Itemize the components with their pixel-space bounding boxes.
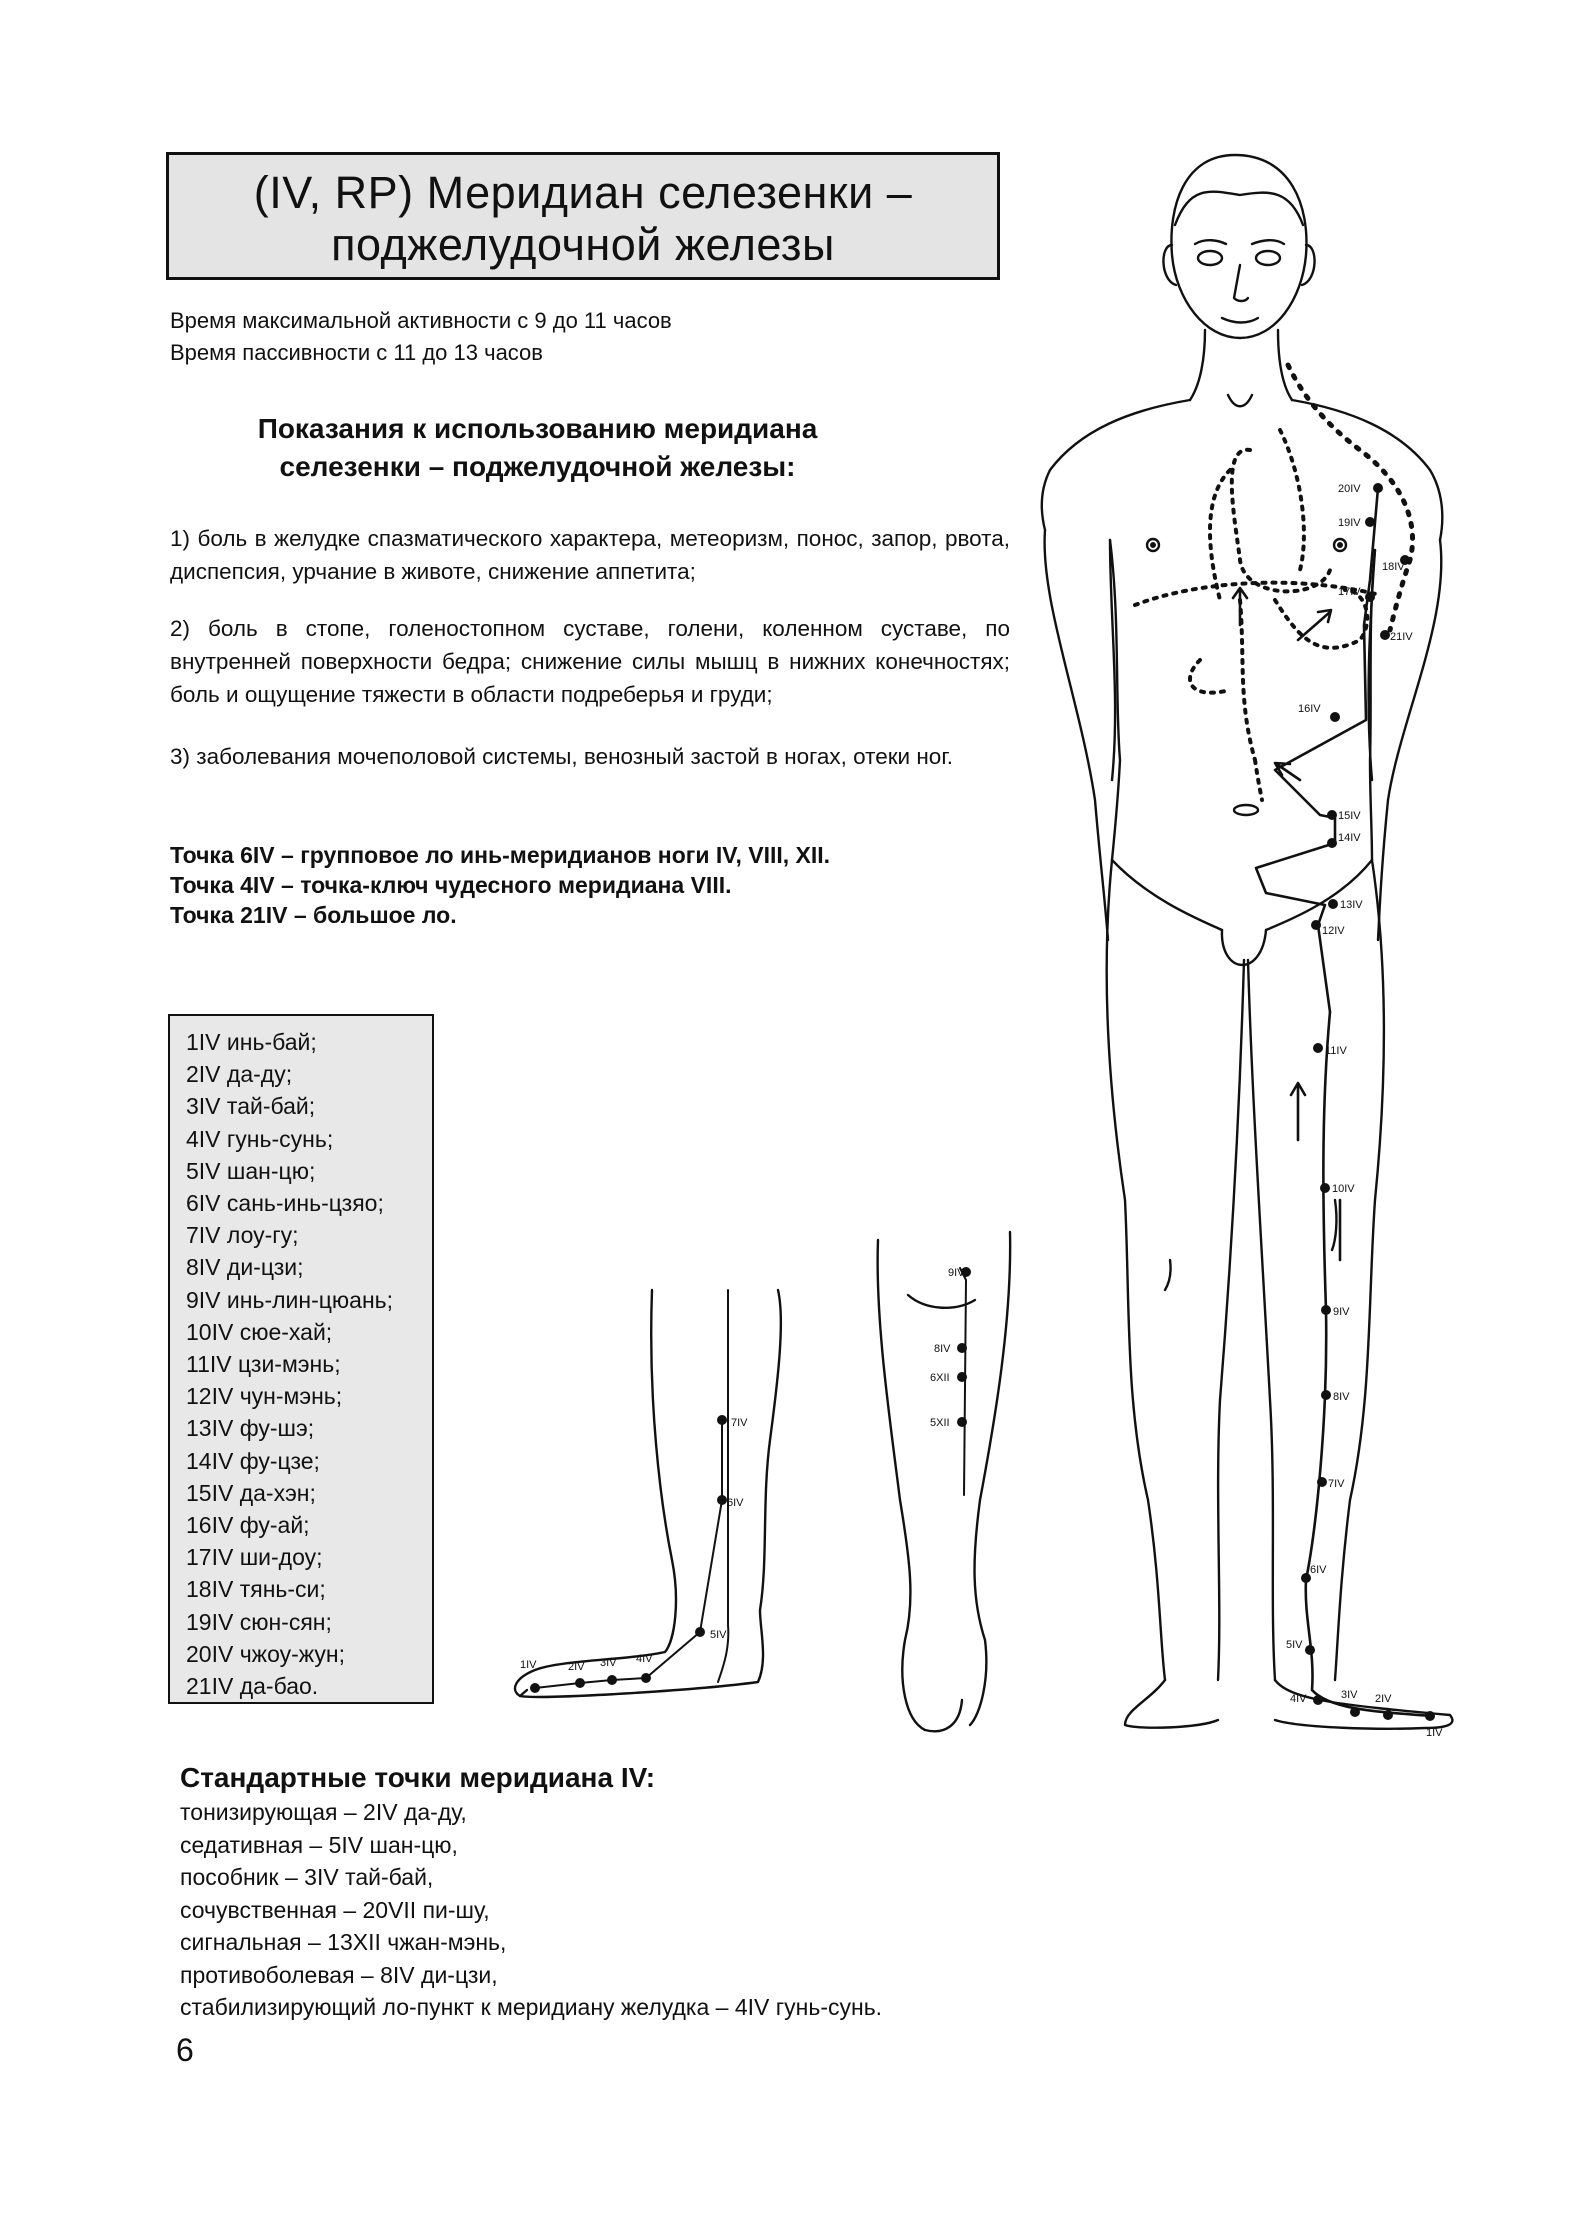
list-item: сигнальная – 13XII чжан-мэнь, bbox=[180, 1929, 507, 1955]
back-leg-figure bbox=[878, 1232, 1011, 1731]
list-item: 19IV сюн-сян; bbox=[186, 1608, 332, 1635]
meridian-points-side-leg bbox=[530, 1415, 727, 1693]
label-8iv: 8IV bbox=[1333, 1391, 1350, 1403]
list-item: 21IV да-бао. bbox=[186, 1673, 319, 1700]
label-6iv: 6IV bbox=[1310, 1564, 1327, 1576]
label-back-9iv: 9IV bbox=[948, 1267, 965, 1279]
label-4iv: 4IV bbox=[1290, 1693, 1307, 1705]
list-item: 11IV цзи-мэнь; bbox=[186, 1351, 341, 1378]
indications-heading-line-1: Показания к использованию меридиана bbox=[257, 413, 818, 444]
page-title-line-2: поджелудочной железы bbox=[331, 219, 835, 270]
side-leg-figure bbox=[515, 1290, 781, 1697]
label-17iv: 17IV bbox=[1338, 586, 1361, 598]
list-item: 15IV да-хэн; bbox=[186, 1479, 316, 1506]
label-back-8iv: 8IV bbox=[934, 1343, 951, 1355]
label-back-5xii: 5XII bbox=[930, 1417, 950, 1429]
list-item: 14IV фу-цзе; bbox=[186, 1447, 320, 1474]
list-item: 12IV чун-мэнь; bbox=[186, 1383, 343, 1410]
list-item: 20IV чжоу-жун; bbox=[186, 1640, 346, 1667]
label-21iv: 21IV bbox=[1390, 631, 1413, 643]
label-back-6xii: 6XII bbox=[930, 1372, 950, 1384]
front-body-figure bbox=[1042, 155, 1453, 1729]
list-item: сочувственная – 20VII пи-шу, bbox=[180, 1896, 490, 1923]
list-item: 4IV гунь-сунь; bbox=[186, 1125, 334, 1152]
special-point-2: Точка 4IV – точка-ключ чудесного меридиана VIII. bbox=[170, 872, 732, 898]
max-activity-text: Время максимальной активности с 9 до 11 часов bbox=[170, 308, 672, 333]
list-item: 8IV ди-цзи; bbox=[186, 1254, 304, 1281]
label-side-1iv: 1IV bbox=[520, 1659, 537, 1671]
label-10iv: 10IV bbox=[1332, 1183, 1355, 1195]
label-side-5iv: 5IV bbox=[710, 1629, 727, 1641]
list-item: 7IV лоу-гу; bbox=[186, 1222, 299, 1249]
special-point-1: Точка 6IV – групповое ло инь-меридианов ноги IV, VIII, XII. bbox=[170, 842, 831, 868]
label-2iv: 2IV bbox=[1375, 1693, 1392, 1705]
list-item: пособник – 3IV тай-бай, bbox=[180, 1864, 434, 1890]
list-item: 16IV фу-ай; bbox=[186, 1512, 310, 1539]
label-15iv: 15IV bbox=[1338, 810, 1361, 822]
indication-item-3: 3) заболевания мочеполовой системы, венозный застой в ногах, отеки ног. bbox=[170, 744, 954, 769]
label-side-3iv: 3IV bbox=[600, 1657, 617, 1669]
list-item: 6IV сань-инь-цзяо; bbox=[186, 1190, 384, 1217]
list-item: седативная – 5IV шан-цю, bbox=[180, 1831, 458, 1858]
label-11iv: 11IV bbox=[1325, 1045, 1347, 1057]
list-item: 9IV инь-лин-цюань; bbox=[186, 1286, 394, 1313]
label-16iv: 16IV bbox=[1298, 703, 1321, 715]
list-item: 13IV фу-шэ; bbox=[186, 1415, 315, 1442]
indication-item-2: 2) боль в стопе, голеностопном суставе, голени, коленном суставе, по внутренней поверхности бедра; снижение силы мышц в нижних конечностях; боль и ощущение тяжести в области подреберья и груди; bbox=[170, 616, 1010, 707]
label-9iv: 9IV bbox=[1333, 1306, 1350, 1318]
list-item: тонизирующая – 2IV да-ду, bbox=[180, 1799, 467, 1825]
label-1iv: 1IV bbox=[1426, 1727, 1443, 1739]
list-item: 1IV инь-бай; bbox=[186, 1029, 317, 1055]
label-side-4iv: 4IV bbox=[636, 1653, 653, 1665]
list-item: 2IV да-ду; bbox=[186, 1061, 293, 1088]
label-7iv: 7IV bbox=[1328, 1478, 1345, 1490]
list-item: 3IV тай-бай; bbox=[186, 1093, 316, 1120]
label-18iv: 18IV bbox=[1382, 561, 1405, 573]
label-19iv: 19IV bbox=[1338, 517, 1361, 529]
page-title-line-1: (IV, RP) Меридиан селезенки – bbox=[253, 167, 913, 218]
label-20iv: 20IV bbox=[1338, 483, 1361, 495]
indication-item-1: 1) боль в желудке спазматического характера, метеоризм, понос, запор, рвота, диспепсия, урчание в животе, снижение аппетита; bbox=[170, 526, 1010, 584]
special-point-3: Точка 21IV – большое ло. bbox=[170, 902, 457, 928]
label-5iv: 5IV bbox=[1286, 1639, 1303, 1651]
label-side-6iv: 6IV bbox=[727, 1497, 744, 1509]
label-3iv: 3IV bbox=[1341, 1689, 1358, 1701]
label-side-2iv: 2IV bbox=[568, 1661, 585, 1673]
list-item: стабилизирующий ло-пункт к меридиану желудка – 4IV гунь-сунь. bbox=[180, 1994, 883, 2020]
label-14iv: 14IV bbox=[1338, 832, 1361, 844]
list-item: противоболевая – 8IV ди-цзи, bbox=[180, 1961, 498, 1988]
passive-activity-text: Время пассивности с 11 до 13 часов bbox=[170, 340, 543, 365]
list-item: 5IV шан-цю; bbox=[186, 1157, 316, 1184]
label-side-7iv: 7IV bbox=[731, 1417, 748, 1429]
label-13iv: 13IV bbox=[1340, 899, 1363, 911]
standard-points-title: Стандартные точки меридиана IV: bbox=[180, 1762, 656, 1793]
label-12iv: 12IV bbox=[1322, 925, 1345, 937]
indications-heading-line-2: селезенки – поджелудочной железы: bbox=[279, 451, 796, 482]
list-item: 10IV сюе-хай; bbox=[186, 1318, 333, 1345]
list-item: 17IV ши-доу; bbox=[186, 1544, 323, 1571]
page-number: 6 bbox=[176, 2032, 194, 2068]
list-item: 18IV тянь-си; bbox=[186, 1576, 326, 1603]
